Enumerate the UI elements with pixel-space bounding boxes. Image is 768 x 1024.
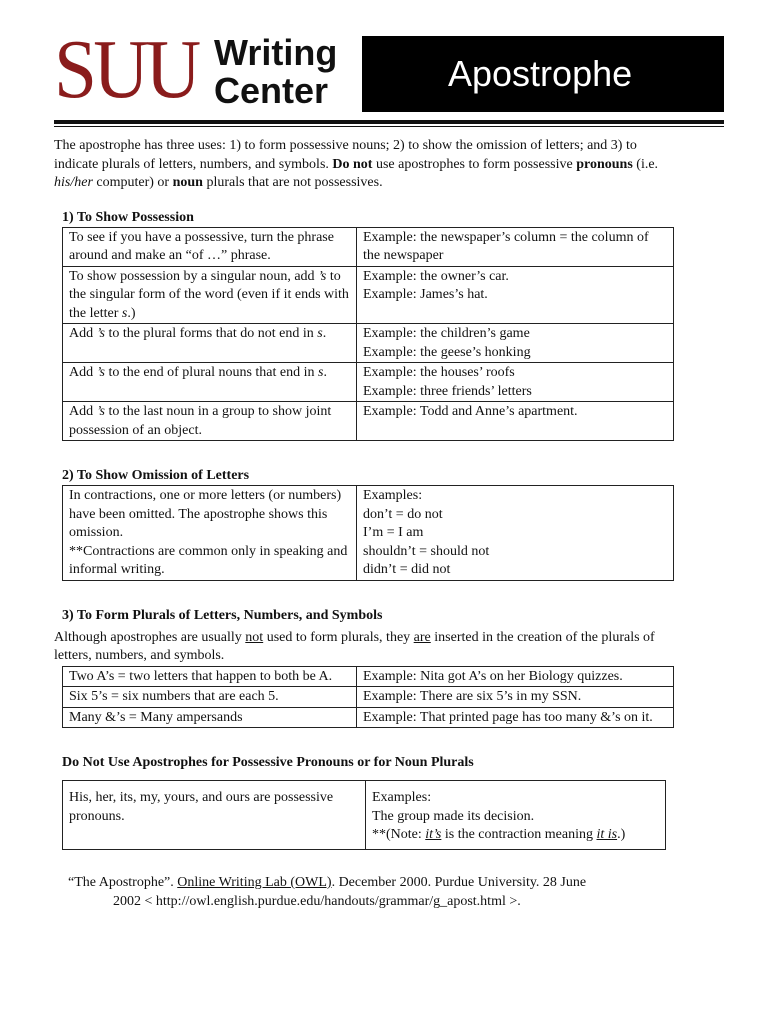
header-rule [54, 120, 724, 124]
section-plurals-heading: 3) To Form Plurals of Letters, Numbers, and Symbols [62, 607, 383, 623]
table-row: In contractions, one or more letters (or numbers) have been omitted. The apostrophe shows this omission. **Contractions are common only in speaking and informal writing. Examples: don’t = do not I’m = I am shouldn’t = should not didn’t = did not [63, 486, 674, 581]
table-row: Two A’s = two letters that happen to both be A. Example: Nita got A’s on her Biology quizzes. [63, 666, 674, 687]
table-row: His, her, its, my, yours, and ours are possessive pronouns. Examples: The group made its decision. **(Note: it’s is the contraction meaning it is.) [63, 781, 666, 850]
pronouns-table [62, 780, 666, 850]
page-header [54, 23, 724, 116]
table-row: To show possession by a singular noun, add ’s to the singular form of the word (even if it ends with the letter s.) Example: the owner’s car. Example: James’s hat. [63, 266, 674, 324]
table-row: Add ’s to the last noun in a group to show joint possession of an object. Example: Todd and Anne’s apartment. [63, 402, 674, 441]
table-row: To see if you have a possessive, turn the phrase around and make an “of …” phrase. Example: the newspaper’s column = the column of the newspaper [63, 227, 674, 266]
page-title: Apostrophe [362, 36, 724, 112]
header-rule-thin [54, 126, 724, 127]
table-row: Six 5’s = six numbers that are each 5. Example: There are six 5’s in my SSN. [63, 687, 674, 708]
table-row: Add ’s to the plural forms that do not end in s. Example: the children’s game Example: the geese’s honking [63, 324, 674, 363]
intro-paragraph: The apostrophe has three uses: 1) to form possessive nouns; 2) to show the omission of letters; and 3) to indicate plurals of letters, numbers, and symbols. Do not use apostrophes to form possessive pronouns (i.e. his/her computer) or noun plurals that are not possessives. [54, 138, 659, 190]
plurals-paragraph: Although apostrophes are usually not used to form plurals, they are inserted in the creation of the plurals of letters, numbers, and symbols. [54, 629, 655, 663]
suu-logo: SUU [54, 23, 198, 116]
table-row: Many &’s = Many ampersands Example: That printed page has too many &’s on it. [63, 707, 674, 728]
writing-center-logo-text [214, 34, 337, 110]
section-possession-heading: 1) To Show Possession [62, 209, 194, 225]
citation: “The Apostrophe”. Online Writing Lab (OWL). December 2000. Purdue University. 28 June 2002 < http://owl.english.purdue.edu/handouts/grammar/g_apost.html >. [68, 875, 587, 909]
owl-link-text: Online Writing Lab (OWL) [177, 875, 332, 890]
possession-table [62, 227, 674, 442]
logo-line-writing: Writing [214, 32, 338, 73]
document-body [54, 137, 674, 850]
section-pronouns-heading: Do Not Use Apostrophes for Possessive Pronouns or for Noun Plurals [62, 755, 474, 770]
omission-table [62, 485, 674, 581]
table-row: Add ’s to the end of plural nouns that end in s. Example: the houses’ roofs Example: three friends’ letters [63, 363, 674, 402]
logo-line-center: Center [214, 70, 329, 111]
section-omission-heading: 2) To Show Omission of Letters [62, 468, 250, 483]
plurals-table [62, 666, 674, 729]
